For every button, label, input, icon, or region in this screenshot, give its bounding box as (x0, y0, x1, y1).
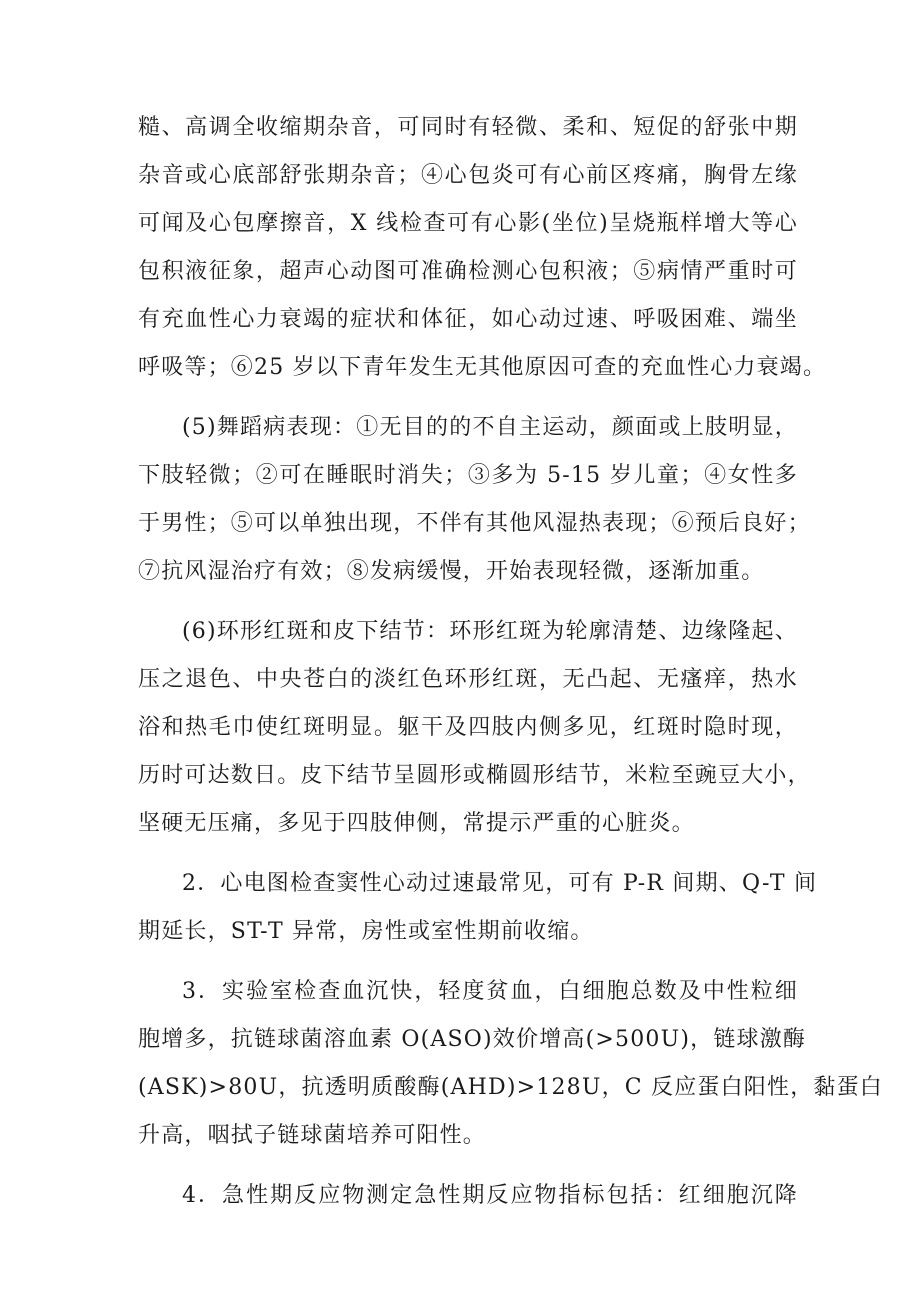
text-line: 下肢轻微；②可在睡眠时消失；③多为 5-15 岁儿童；④女性多 (138, 463, 798, 488)
text-line: 杂音或心底部舒张期杂音；④心包炎可有心前区疼痛，胸骨左缘 (138, 163, 798, 188)
text-line: 4．急性期反应物测定急性期反应物指标包括：红细胞沉降 (182, 1183, 798, 1208)
text-line: 期延长，ST-T 异常，房性或室性期前收缩。 (138, 919, 594, 944)
document-body (138, 104, 884, 1220)
text-line: 2．心电图检查窦性心动过速最常见，可有 P-R 间期、Q-T 间 (182, 871, 818, 896)
paragraph-chorea (138, 404, 811, 596)
paragraph-spacer (138, 848, 798, 860)
paragraph-ecg (138, 860, 818, 956)
text-line: 有充血性心力衰竭的症状和体征，如心动过速、呼吸困难、端坐 (138, 307, 798, 332)
text-line: (6)环形红斑和皮下结节：环形红斑为轮廓清楚、边缘隆起、 (182, 619, 798, 644)
text-line: 胞增多，抗链球菌溶血素 O(ASO)效价增高(>500U)，链球激酶 (138, 1027, 807, 1052)
text-line: 呼吸等；⑥25 岁以下青年发生无其他原因可查的充血性心力衰竭。 (138, 355, 827, 380)
text-line: 历时可达数日。皮下结节呈圆形或椭圆形结节，米粒至豌豆大小， (138, 763, 811, 788)
text-line: 浴和热毛巾使红斑明显。躯干及四肢内侧多见，红斑时隐时现， (138, 715, 798, 740)
paragraph-erythema-nodules (138, 608, 811, 848)
paragraph-spacer (138, 956, 798, 968)
text-line: 坚硬无压痛，多见于四肢伸侧，常提示严重的心脏炎。 (138, 811, 695, 836)
text-line: ⑦抗风湿治疗有效；⑧发病缓慢，开始表现轻微，逐渐加重。 (138, 559, 765, 584)
text-line: (ASK)>80U，抗透明质酸酶(AHD)>128U，C 反应蛋白阳性，黏蛋白 (138, 1075, 884, 1100)
paragraph-cardiac-findings (138, 104, 827, 392)
text-line: 可闻及心包摩擦音，X 线检查可有心影(坐位)呈烧瓶样增大等心 (138, 211, 798, 236)
paragraph-spacer (138, 392, 798, 404)
text-line: 包积液征象，超声心动图可准确检测心包积液；⑤病情严重时可 (138, 259, 798, 284)
paragraph-spacer (138, 1160, 798, 1172)
paragraph-lab-tests (138, 968, 884, 1160)
text-line: 升高，咽拭子链球菌培养可阳性。 (138, 1123, 487, 1148)
text-line: 于男性；⑤可以单独出现，不伴有其他风湿热表现；⑥预后良好； (138, 511, 811, 536)
text-line: 3．实验室检查血沉快，轻度贫血，白细胞总数及中性粒细 (182, 979, 798, 1004)
text-line: (5)舞蹈病表现：①无目的的不自主运动，颜面或上肢明显， (182, 415, 798, 440)
text-line: 糙、高调全收缩期杂音，可同时有轻微、柔和、短促的舒张中期 (138, 115, 798, 140)
paragraph-acute-phase (138, 1172, 798, 1220)
text-line: 压之退色、中央苍白的淡红色环形红斑，无凸起、无瘙痒，热水 (138, 667, 798, 692)
paragraph-spacer (138, 596, 798, 608)
